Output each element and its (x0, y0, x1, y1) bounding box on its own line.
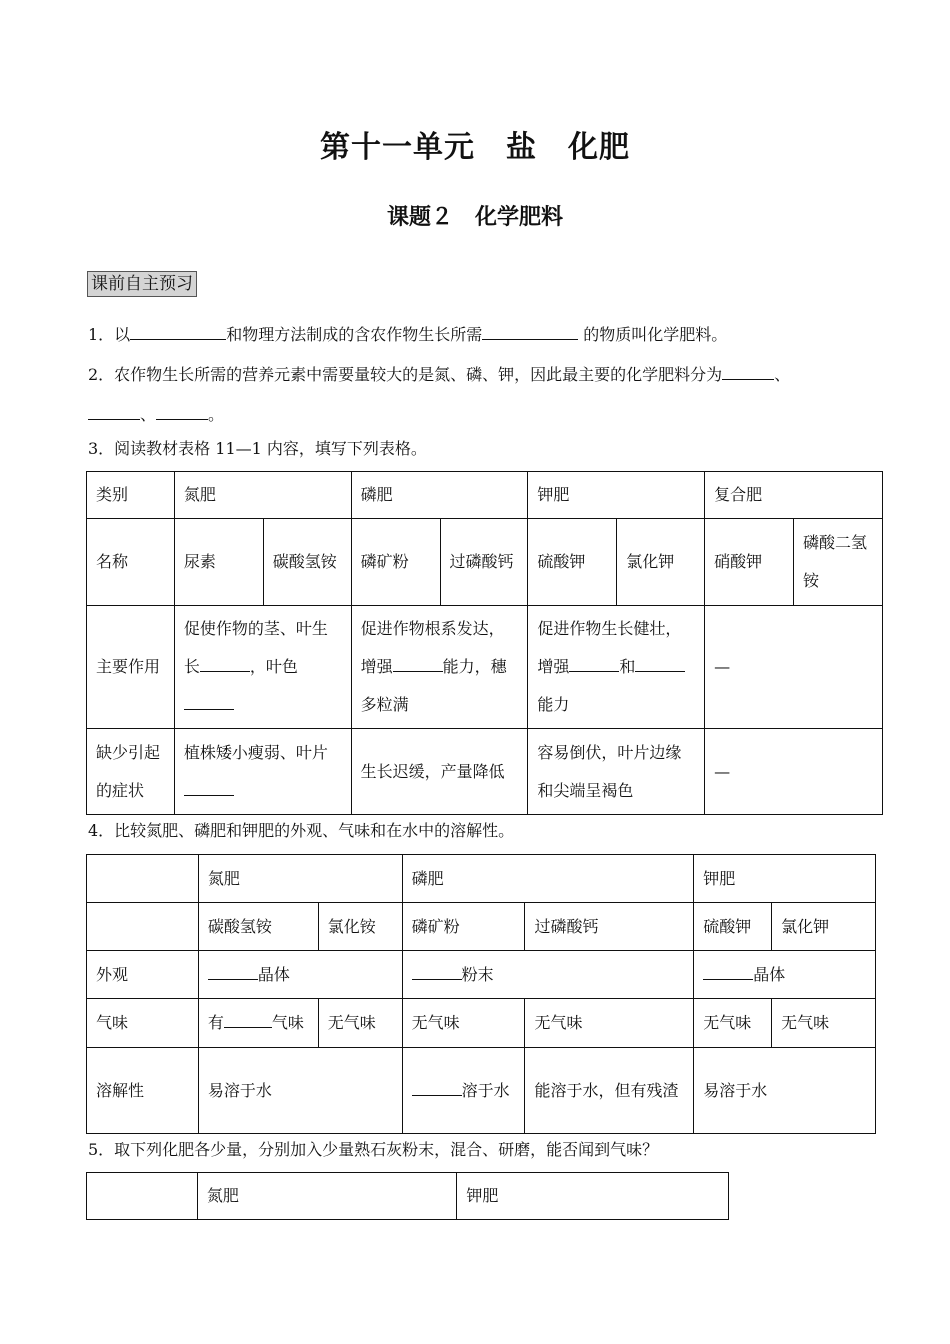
question-1: 1．以 和物理方法制成的含农作物生长所需 的物质叫化学肥料。 (88, 325, 728, 344)
cell-phosphorus-appearance: 粉末 (402, 951, 694, 999)
cell-potassium: 钾肥 (457, 1173, 729, 1220)
question-2-cont: 、 。 (88, 403, 224, 426)
cell-potassium-appearance: 晶体 (694, 951, 876, 999)
cell-superphosphate-odor: 无气味 (525, 999, 694, 1048)
fertilizer-table-1 (86, 471, 883, 815)
cell-superphosphate-solubility: 能溶于水，但有残渣 (525, 1048, 694, 1134)
cell-potassium-solubility: 易溶于水 (694, 1048, 876, 1134)
cell-ammonium-chloride: 氯化铵 (318, 903, 402, 951)
cell-potassium-sulfate: 硫酸钾 (694, 903, 772, 951)
cell-superphosphate: 过磷酸钙 (440, 519, 528, 606)
cell-superphosphate: 过磷酸钙 (525, 903, 694, 951)
cell-appearance-head: 外观 (87, 951, 199, 999)
cell-blank (87, 1173, 198, 1220)
cell-potassium-chloride: 氯化钾 (772, 903, 876, 951)
cell-ammonium-bicarbonate: 碳酸氢铵 (198, 903, 318, 951)
cell-compound-symptom: — (705, 729, 883, 815)
cell-compound: 复合肥 (705, 472, 883, 519)
cell-phosphorus-symptom: 生长迟缓，产量降低 (351, 729, 528, 815)
cell-nitrogen: 氮肥 (174, 472, 351, 519)
unit-title: 第十一单元 盐 化肥 (320, 130, 630, 165)
cell-potassium-function: 促进作物生长健壮， 增强 和 能力 (528, 606, 705, 729)
cell-nitrogen-appearance: 晶体 (198, 951, 402, 999)
cell-phosphate-rock-odor: 无气味 (402, 999, 525, 1048)
fertilizer-table-2 (86, 854, 876, 1134)
lesson-title: 课题２ 化学肥料 (386, 205, 563, 230)
cell-nitrogen: 氮肥 (197, 1173, 457, 1220)
cell-phosphate-rock-solubility: 溶于水 (402, 1048, 525, 1134)
cell-phosphate-rock: 磷矿粉 (402, 903, 525, 951)
cell-potassium-nitrate: 硝酸钾 (705, 519, 794, 606)
cell-blank-head (87, 855, 199, 903)
section-tag: 课前自主预习 (87, 271, 197, 297)
cell-chloride-odor: 无气味 (318, 999, 402, 1048)
cell-bicarbonate-odor: 有 气味 (198, 999, 318, 1048)
cell-potassium-symptom: 容易倒伏，叶片边缘和尖端呈褐色 (528, 729, 705, 815)
cell-potassium: 钾肥 (694, 855, 876, 903)
question-2: 2．农作物生长所需的营养元素中需要量较大的是氮、磷、钾，因此最主要的化学肥料分为 、 (88, 365, 791, 384)
cell-potassium-sulfate: 硫酸钾 (528, 519, 617, 606)
cell-name-head: 名称 (87, 519, 175, 606)
cell-function-head: 主要作用 (87, 606, 175, 729)
cell-phosphorus-function: 促进作物根系发达， 增强 能力，穗 多粒满 (351, 606, 528, 729)
cell-phosphorus: 磷肥 (351, 472, 528, 519)
cell-sulfate-odor: 无气味 (694, 999, 772, 1048)
cell-potassium: 钾肥 (528, 472, 705, 519)
fertilizer-table-3 (86, 1172, 729, 1220)
cell-kcl-odor: 无气味 (772, 999, 876, 1048)
cell-potassium-chloride: 氯化钾 (617, 519, 705, 606)
cell-urea: 尿素 (174, 519, 263, 606)
question-3: 3．阅读教材表格 11—1 内容，填写下列表格。 (88, 439, 427, 458)
cell-solubility-head: 溶解性 (87, 1048, 199, 1134)
cell-nitrogen-function: 促使作物的茎、叶生 长 ，叶色 (174, 606, 351, 729)
cell-compound-function: — (705, 606, 883, 729)
cell-category-head: 类别 (87, 472, 175, 519)
cell-ammonium-bicarbonate: 碳酸氢铵 (263, 519, 351, 606)
cell-phosphate-rock: 磷矿粉 (351, 519, 440, 606)
question-4: 4．比较氮肥、磷肥和钾肥的外观、气味和在水中的溶解性。 (88, 821, 515, 840)
cell-phosphorus: 磷肥 (402, 855, 694, 903)
cell-odor-head: 气味 (87, 999, 199, 1048)
cell-nitrogen: 氮肥 (198, 855, 402, 903)
cell-blank (87, 903, 199, 951)
cell-symptom-head: 缺少引起的症状 (87, 729, 175, 815)
cell-nitrogen-symptom: 植株矮小瘦弱、叶片 (174, 729, 351, 815)
cell-nitrogen-solubility: 易溶于水 (198, 1048, 402, 1134)
cell-ammonium-dihydrogen-phosphate: 磷酸二氢铵 (794, 519, 883, 606)
question-5: 5．取下列化肥各少量，分别加入少量熟石灰粉末，混合、研磨，能否闻到气味？ (88, 1140, 659, 1159)
